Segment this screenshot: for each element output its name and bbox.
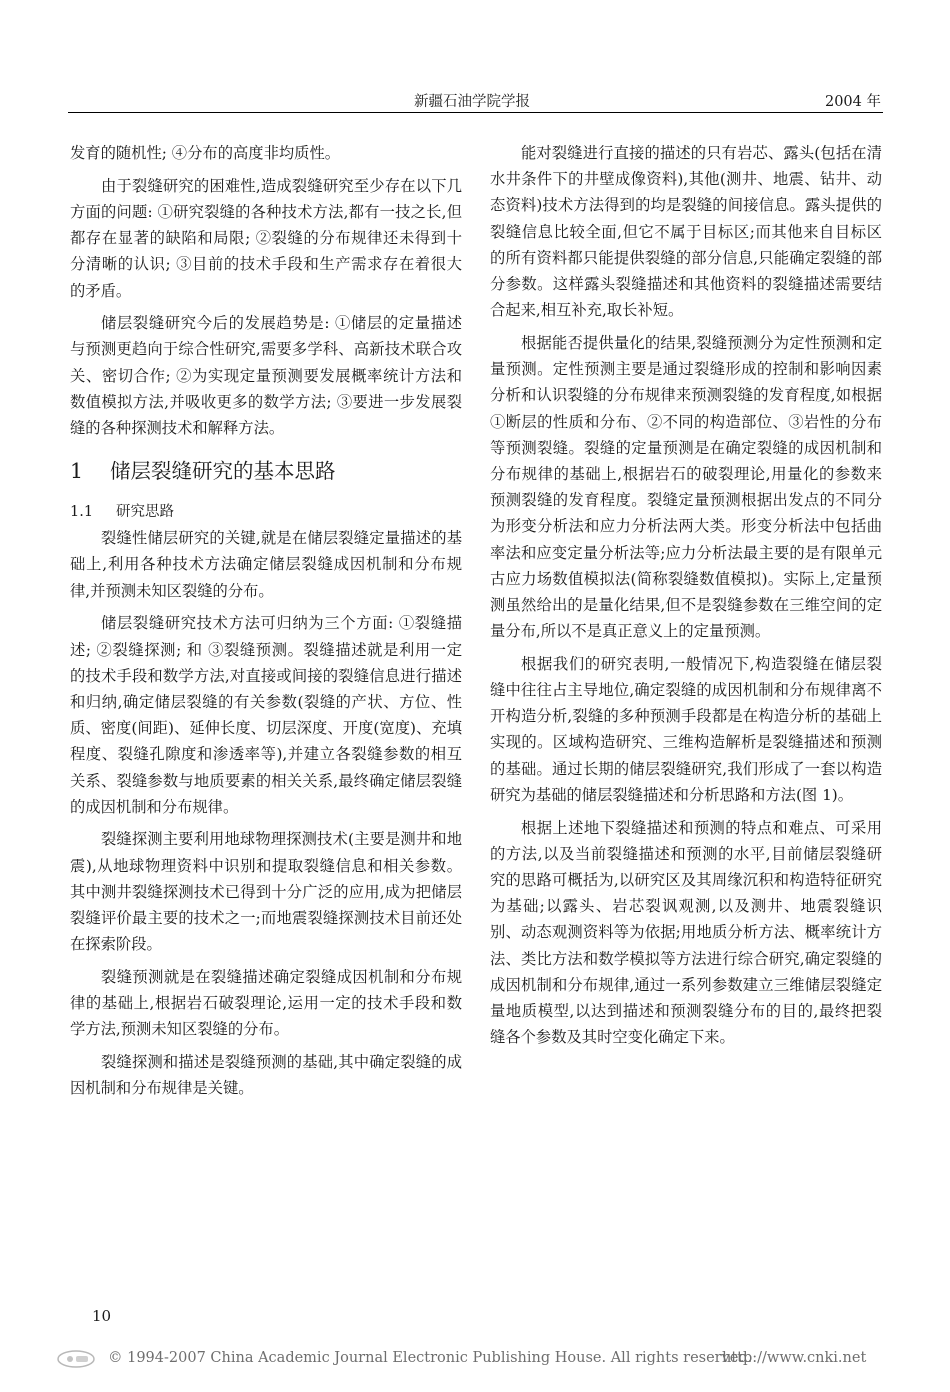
paragraph: 储层裂缝研究技术方法可归纳为三个方面: ①裂缝描述; ②裂缝探测; 和 ③裂缝预测。裂缝描述就是利用一定的技术手段和数学方法,对直接或间接的裂缝信息进行描述和归纳,确定储层裂缝的有关参数(裂缝的产状、方位、性质、密度(间距)、延伸长度、切层深度、开度(宽度)、充填程度、裂缝孔隙度和渗透率等),并建立各裂缝参数的相互关系、裂缝参数与地质要素的相关关系,最终确定储层裂缝的成因机制和分布规律。 bbox=[70, 614, 462, 816]
cnki-url: http://www.cnki.net bbox=[722, 1350, 867, 1366]
subsection-number: 1.1 bbox=[70, 504, 94, 521]
section-number: 1 bbox=[70, 459, 84, 484]
paragraph: 裂缝性储层研究的关键,就是在储层裂缝定量描述的基础上,利用各种技术方法确定储层裂缝成因机制和分布规律,并预测未知区裂缝的分布。 bbox=[70, 529, 462, 600]
journal-name: 新疆石油学院学报 bbox=[414, 94, 530, 110]
paragraph: 裂缝预测就是在裂缝描述确定裂缝成因机制和分布规律的基础上,根据岩石破裂理论,运用一定的技术手段和数学方法,预测未知区裂缝的分布。 bbox=[70, 967, 462, 1039]
running-header bbox=[68, 88, 883, 113]
section-heading bbox=[70, 457, 462, 485]
paragraph: 由于裂缝研究的困难性,造成裂缝研究至少存在以下几方面的问题: ①研究裂缝的各种技术方法,都有一技之长,但都存在显著的缺陷和局限; ②裂缝的分布规律还未得到十分清晰的认识; ③目前的技术手段和生产需求存在着很大的矛盾。 bbox=[70, 176, 462, 300]
page-number: 10 bbox=[92, 1307, 112, 1325]
left-column bbox=[70, 140, 462, 1108]
right-column bbox=[490, 140, 882, 1057]
header-year: 2004 年 bbox=[824, 94, 881, 110]
cnki-logo-icon bbox=[56, 1348, 96, 1370]
paragraph: 根据我们的研究表明,一般情况下,构造裂缝在储层裂缝中往往占主导地位,确定裂缝的成因机制和分布规律离不开构造分析,裂缝的多种预测手段都是在构造分析的基础上实现的。区域构造研究、三维构造解析是裂缝描述和预测的基础。通过长期的储层裂缝研究,我们形成了一套以构造研究为基础的储层裂缝描述和分析思路和方法(图 1)。 bbox=[490, 654, 882, 804]
section-title: 储层裂缝研究的基本思路 bbox=[110, 459, 336, 484]
copyright-footer bbox=[0, 1346, 950, 1376]
copyright-text: © 1994-2007 China Academic Journal Electronic Publishing House. All rights reserved. bbox=[108, 1350, 753, 1366]
paragraph: 裂缝探测主要利用地球物理探测技术(主要是测井和地震),从地球物理资料中识别和提取裂缝信息和相关参数。其中测井裂缝探测技术已得到十分广泛的应用,成为把储层裂缝评价最主要的技术之一;而地震裂缝探测技术目前还处在探索阶段。 bbox=[70, 830, 462, 954]
subsection-title: 研究思路 bbox=[116, 504, 174, 521]
paragraph: 能对裂缝进行直接的描述的只有岩芯、露头(包括在清水井条件下的井壁成像资料),其他(测井、地震、钻井、动态资料)技术方法得到的均是裂缝的间接信息。露头提供的裂缝信息比较全面,但它不属于目标区;而其他来自目标区的所有资料都只能提供裂缝的部分信息,只能确定裂缝的部分参数。这样露头裂缝描述和其他资料的裂缝描述需要结合起来,相互补充,取长补短。 bbox=[490, 144, 882, 320]
paragraph: 裂缝探测和描述是裂缝预测的基础,其中确定裂缝的成因机制和分布规律是关键。 bbox=[70, 1053, 462, 1098]
paragraph: 储层裂缝研究今后的发展趋势是: ①储层的定量描述与预测更趋向于综合性研究,需要多学科、高新技术联合攻关、密切合作; ②为实现定量预测要发展概率统计方法和数值模拟方法,并吸收更多的数学方法; ③要进一步发展裂缝的各种探测技术和解释方法。 bbox=[70, 314, 462, 438]
paragraph: 发育的随机性; ④分布的高度非均质性。 bbox=[70, 144, 341, 162]
paragraph: 根据上述地下裂缝描述和预测的特点和难点、可采用的方法,以及当前裂缝描述和预测的水平,目前储层裂缝研究的思路可概括为,以研究区及其周缘沉积和构造特征研究为基础;以露头、岩芯裂讽观测,以及测井、地震裂缝识别、动态观测资料等为依据;用地质分析方法、概率统计方法、类比方法和数学模拟等方法进行综合研究,确定裂缝的成因机制和分布规律,通过一系列参数建立三维储层裂缝定量地质模型,以达到描述和预测裂缝分布的目的,最终把裂缝各个参数及其时空变化确定下来。 bbox=[490, 818, 882, 1047]
paragraph: 根据能否提供量化的结果,裂缝预测分为定性预测和定量预测。定性预测主要是通过裂缝形成的控制和影响因素分析和认识裂缝的分布规律来预测裂缝的发育程度,如根据 ①断层的性质和分布、②不同的构造部位、③岩性的分布等预测裂缝。裂缝的定量预测是在确定裂缝的成因机制和分布规律的基础上,根据岩石的破裂理论,用量化的参数来预测裂缝的发育程度。裂缝定量预测根据出发点的不同分为形变分析法和应力分析法两大类。形变分析法中包括曲率法和应变定量分析法等;应力分析法最主要的是有限单元古应力场数值模拟法(简称裂缝数值模拟)。实际上,定量预测虽然给出的是量化结果,但不是裂缝参数在三维空间的定量分布,所以不是真正意义上的定量预测。 bbox=[490, 333, 882, 641]
subsection-heading bbox=[70, 499, 462, 525]
